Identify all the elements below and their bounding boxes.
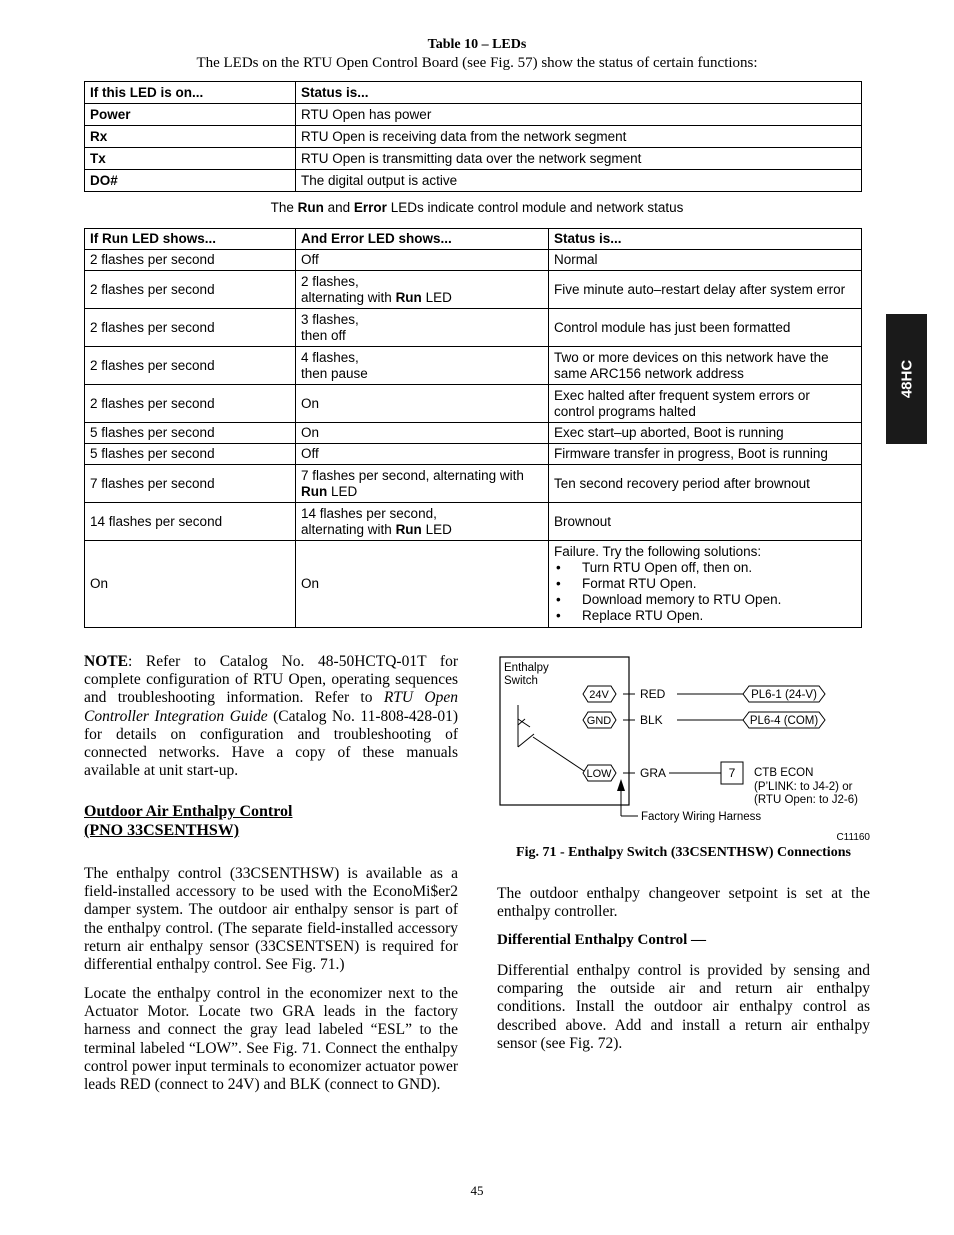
paragraph: Locate the enthalpy control in the economizer next to the Actuator Motor. Locate two GRA leads in the factory harness and connect the gray lead labeled “ESL” to the terminal labeled “LOW”. See Fig. 71. Connect the enthalpy control power input terminals to economizer actuator power leads RED (connect to 24V) and BLK (connect to GND). [84, 985, 458, 1094]
enthalpy-switch-diagram [497, 653, 877, 833]
status-cell [549, 541, 862, 628]
led-name-cell: Power [85, 104, 296, 126]
run-led-cell: 2 flashes per second [85, 385, 296, 423]
led-status-cell: RTU Open has power [296, 104, 862, 126]
cell-text: then off [301, 327, 346, 343]
note-text: : Refer to Catalog No. 48-50HCTQ-01T for complete configuration of RTU Open, operating sequences and troubleshooting information. Refer to [84, 653, 458, 707]
wire-label-red: RED [640, 687, 666, 701]
run-word: Run [301, 483, 328, 499]
table-row [85, 444, 862, 465]
side-tab [886, 314, 927, 444]
cell-text: 2 flashes, [301, 273, 359, 289]
cell-text: 7 flashes per second, alternating with [301, 467, 524, 483]
cell-text: LED [421, 521, 452, 537]
note-label: NOTE [84, 653, 128, 670]
run-led-cell: 5 flashes per second [85, 444, 296, 465]
terminal-label: 24V [589, 689, 609, 701]
bullet-item: • Replace RTU Open. [554, 608, 856, 624]
ctb-label: (P’LINK: to J4-2) or [754, 781, 853, 793]
pin-label: 7 [728, 766, 736, 780]
header-cell: And Error LED shows... [296, 229, 549, 250]
run-error-status-table [84, 228, 862, 628]
status-cell [549, 347, 862, 385]
status-cell [549, 385, 862, 423]
error-led-cell [296, 347, 549, 385]
header-cell: Status is... [549, 229, 862, 250]
table-intro: The LEDs on the RTU Open Control Board (see Fig. 57) show the status of certain functions: [196, 55, 758, 71]
connector-label: PL6-4 (COM) [749, 715, 819, 727]
switch-label: Switch [504, 675, 538, 687]
cell-text: then pause [301, 365, 368, 381]
table-row [85, 126, 862, 148]
table-row [85, 309, 862, 347]
run-word: Run [395, 521, 422, 537]
status-cell: Normal [549, 250, 862, 271]
terminal-label: GND [586, 715, 612, 727]
status-cell: Firmware transfer in progress, Boot is running [549, 444, 862, 465]
table-row [85, 541, 862, 628]
ctb-label: (RTU Open: to J2-6) [754, 794, 858, 806]
connector-label: PL6-1 (24-V) [751, 689, 817, 701]
figure-caption: Fig. 71 - Enthalpy Switch (33CSENTHSW) Connections [516, 845, 851, 860]
table-row [85, 503, 862, 541]
header-cell: Status is... [296, 82, 862, 104]
status-cell: Exec start–up aborted, Boot is running [549, 423, 862, 444]
cell-text: same ARC156 network address [554, 365, 744, 381]
cell-text: control programs halted [554, 403, 696, 419]
cell-text: LED [327, 483, 358, 499]
caption-text: and [323, 200, 354, 215]
led-status-cell: RTU Open is receiving data from the network segment [296, 126, 862, 148]
run-led-cell: 14 flashes per second [85, 503, 296, 541]
heading-line: (PNO 33CSENTHSW) [84, 822, 240, 839]
error-led-cell [296, 309, 549, 347]
error-led-cell: Off [296, 444, 549, 465]
bullet-item: • Format RTU Open. [554, 576, 856, 592]
run-led-cell: On [85, 541, 296, 628]
run-led-cell: 2 flashes per second [85, 271, 296, 309]
cell-text: LED [421, 289, 452, 305]
status-cell: Control module has just been formatted [549, 309, 862, 347]
table-row [85, 148, 862, 170]
header-cell: If Run LED shows... [85, 229, 296, 250]
cell-text: 3 flashes, [301, 311, 359, 327]
paragraph: The outdoor enthalpy changeover setpoint is set at the enthalpy controller. [497, 885, 870, 921]
harness-label: Factory Wiring Harness [641, 811, 762, 823]
run-led-cell: 2 flashes per second [85, 309, 296, 347]
error-led-cell: On [296, 385, 549, 423]
table-row [85, 385, 862, 423]
error-led-cell [296, 503, 549, 541]
paragraph: The enthalpy control (33CSENTHSW) is available as a field-installed accessory to be used with the EconoMi$er2 damper system. The outdoor air enthalpy sensor is part of the enthalpy control. (The separate field-installed accessory return air enthalpy sensor (33CSENTSEN) is required for differential enthalpy control. See Fig. 71.) [84, 865, 458, 974]
subsection-heading: Differential Enthalpy Control — [497, 932, 707, 948]
caption-run-word: Run [297, 200, 324, 215]
caption-text: The [270, 200, 298, 215]
table-title: Table 10 – LEDs [427, 37, 527, 52]
side-tab-label: 48HC [898, 359, 915, 399]
harness-arrow [617, 779, 625, 791]
status-cell: Ten second recovery period after brownout [549, 465, 862, 503]
caption-error-word: Error [353, 200, 387, 215]
header-cell: If this LED is on... [85, 82, 296, 104]
heading-line: Outdoor Air Enthalpy Control [84, 803, 293, 820]
run-led-cell: 7 flashes per second [85, 465, 296, 503]
switch-lead [533, 737, 587, 773]
cell-text: alternating with [301, 289, 396, 305]
note-paragraph [84, 653, 458, 780]
note-text: (Catalog No. 11-808-428-01) for details on configuration and troubleshooting of connected networks. Have a copy of these manuals available at unit start-up. [84, 707, 458, 780]
bullet-item: • Turn RTU Open off, then on. [554, 560, 856, 576]
table-row [85, 271, 862, 309]
cell-text: Failure. Try the following solutions: [554, 544, 762, 559]
status-cell: Five minute auto–restart delay after system error [549, 271, 862, 309]
ctb-label: CTB ECON [754, 767, 814, 779]
led-status-cell: The digital output is active [296, 170, 862, 192]
terminal-label: LOW [586, 768, 612, 780]
switch-label: Enthalpy [504, 662, 549, 674]
switch-blade [518, 734, 534, 747]
table-row [85, 347, 862, 385]
error-led-cell [296, 271, 549, 309]
run-led-cell: 2 flashes per second [85, 250, 296, 271]
run-led-cell: 5 flashes per second [85, 423, 296, 444]
figure-code: C11160 [836, 832, 870, 843]
table-header-row [85, 229, 862, 250]
table-row [85, 465, 862, 503]
run-led-cell: 2 flashes per second [85, 347, 296, 385]
page-number: 45 [470, 1183, 484, 1198]
cell-text: 14 flashes per second, [301, 505, 437, 521]
table-row [85, 104, 862, 126]
table-row [85, 423, 862, 444]
note-guide-title: RTU Open Controller Integration Guide [84, 689, 458, 725]
led-table [84, 81, 862, 192]
led-name-cell: Tx [85, 148, 296, 170]
led-name-cell: Rx [85, 126, 296, 148]
cell-text: Two or more devices on this network have the [554, 349, 829, 365]
run-word: Run [395, 289, 422, 305]
section-heading [84, 802, 458, 840]
bullet-item: • Download memory to RTU Open. [554, 592, 856, 608]
table-header-row [85, 82, 862, 104]
table-row [85, 250, 862, 271]
run-error-caption [0, 200, 954, 215]
cell-text: 4 flashes, [301, 349, 359, 365]
status-cell: Brownout [549, 503, 862, 541]
wire-label-gra: GRA [640, 766, 667, 780]
led-name-cell: DO# [85, 170, 296, 192]
error-led-cell: On [296, 423, 549, 444]
error-led-cell: On [296, 541, 549, 628]
error-led-cell [296, 465, 549, 503]
error-led-cell: Off [296, 250, 549, 271]
table-row [85, 170, 862, 192]
cell-text: alternating with [301, 521, 396, 537]
paragraph: Differential enthalpy control is provided by sensing and comparing the outside air and return air enthalpy conditions. Install the outdoor air enthalpy control as described above. Add and install a return air enthalpy sensor (see Fig. 72). [497, 962, 870, 1052]
led-status-cell: RTU Open is transmitting data over the network segment [296, 148, 862, 170]
cell-text: Exec halted after frequent system errors or [554, 387, 810, 403]
caption-text: LEDs indicate control module and network status [386, 200, 684, 215]
wire-label-blk: BLK [640, 713, 663, 727]
